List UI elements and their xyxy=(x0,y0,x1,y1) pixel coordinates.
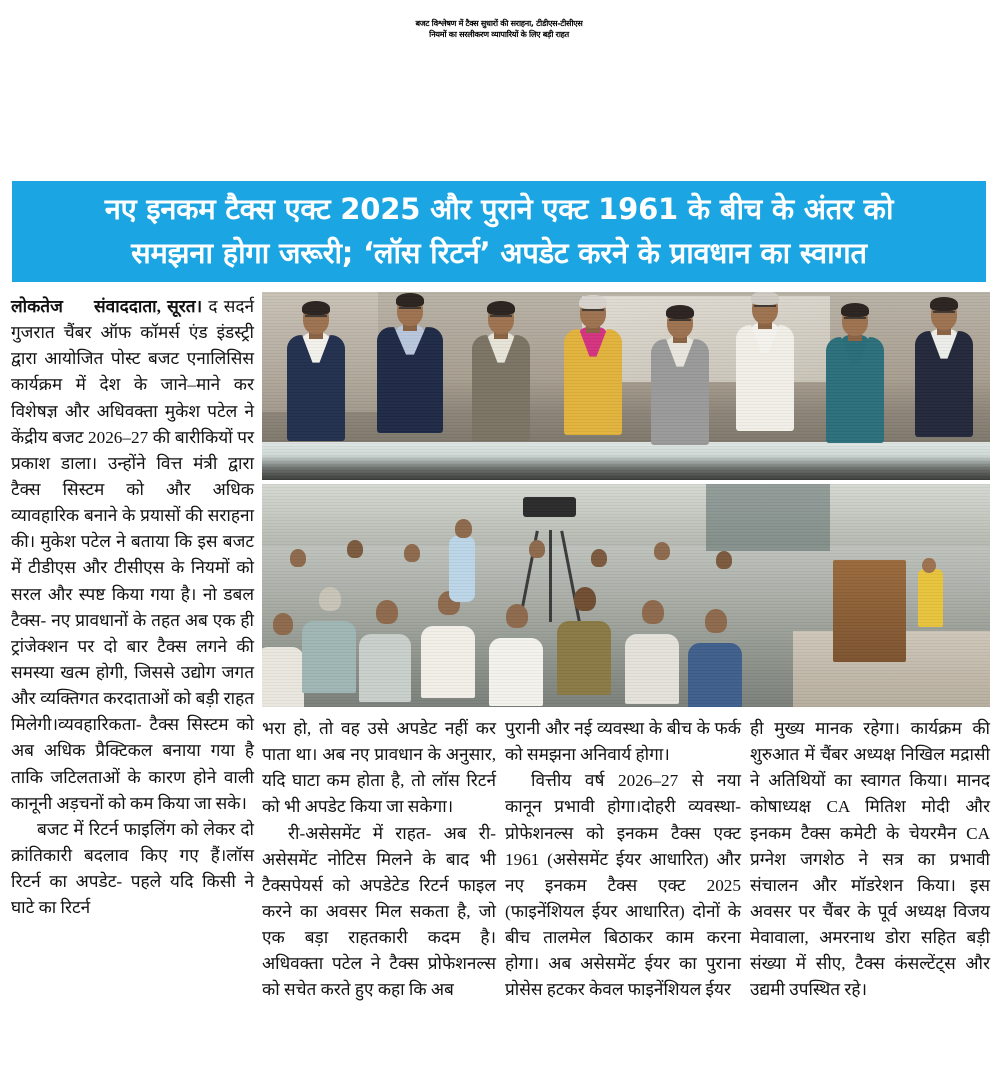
audience-head xyxy=(273,613,293,635)
col4-para-1: ही मुख्य मानक रहेगा। कार्यक्रम की शुरुआत में चैंबर अध्यक्ष निखिल मद्रासी ने अतिथियों का स्वागत किया। मानद कोषाध्यक्ष CA मितिश मोदी और इनकम टैक्स कमेटी के चेयरमैन CA प्रग्नेश जगशेठ ने सत्र का प्रभावी संचालन और मॉडरेशन किया। इस अवसर पर चैंबर के पूर्व अध्यक्ष विजय मेवावाला, अमरनाथ डोरा सहित बड़ी संख्या में सीए, टैक्स कंसल्टेंट्स और उद्यमी उपस्थित रहे। xyxy=(750,719,990,1000)
audience-head xyxy=(319,587,341,611)
glasses xyxy=(399,307,421,314)
audience-head xyxy=(591,549,607,567)
audience-torso xyxy=(557,621,611,695)
audience-torso xyxy=(262,647,304,707)
dignitary-3 xyxy=(468,303,534,463)
glasses xyxy=(754,305,776,312)
hair xyxy=(930,297,958,311)
audience-head xyxy=(376,600,398,624)
glasses xyxy=(933,311,955,318)
col2-para-2: री-असेसमेंट में राहत- अब री-असेसमेंट नोटिस मिलने के बाद भी टैक्सपेयर्स को अपडेटेड रिटर्न फाइल करने का अवसर मिल सकता है, जो एक बड़ा राहतकारी कदम है। अधिवक्ता पटेल ने टैक्स प्रोफेशनल्स को सचेत करते हुए कहा कि अब xyxy=(262,823,496,1000)
headline xyxy=(0,18,998,41)
dignitary-7 xyxy=(822,305,888,463)
audience-torso xyxy=(359,634,411,702)
audience-head xyxy=(574,587,596,611)
speaker-body xyxy=(918,569,943,627)
byline-paragraph xyxy=(11,294,254,817)
byline-city: सूरत। xyxy=(167,297,203,316)
subheading-line-1: नए इनकम टैक्स एक्ट 2025 और पुराने एक्ट 1961 के बीच के अंतर को xyxy=(104,192,894,226)
hair xyxy=(666,305,694,319)
byline-agency: लोकतेज xyxy=(11,297,63,316)
col1-para-1: द सदर्न गुजरात चैंबर ऑफ कॉमर्स एंड इंडस्ट्री द्वारा आयोजित पोस्ट बजट एनालिसिस कार्यक्रम में देश के जाने–माने कर विशेषज्ञ और अधिवक्ता मुकेश पटेल ने केंद्रीय बजट 2026–27 की बारीकियों पर प्रकाश डाला। उन्होंने वित्त मंत्री द्वारा टैक्स सिस्टम को और अधिक व्यावहारिक बनाने के प्रयासों की सराहना की। मुकेश पटेल ने बताया कि इस बजट में टीडीएस और टीसीएस के नियमों को सरल और स्पष्ट किया गया है। नो डबल टैक्स- नए प्रावधानों के तहत अब एक ही ट्रांजेक्शन पर दो बार टैक्स लगने की समस्या खत्म होगी, जिससे उद्योग जगत और व्यक्तिगत करदाताओं को बड़ी राहत मिलेगी।व्यवहारिकता- टैक्स सिस्टम को अब अधिक प्रैक्टिकल बनाया गया है ताकि जटिलताओं के कारण होने वाली कानूनी अड़चनों को कम किया जा सके। xyxy=(11,297,255,813)
audience-head xyxy=(654,542,670,560)
audience-head xyxy=(290,549,306,567)
text-column-1 xyxy=(11,294,254,1067)
auditorium-background xyxy=(262,484,990,707)
audience-head xyxy=(705,609,727,633)
audience-head xyxy=(642,600,664,624)
audience-photo xyxy=(262,484,990,707)
glasses xyxy=(582,309,604,316)
hair xyxy=(579,295,607,309)
article-body xyxy=(0,292,998,1067)
dignitary-6 xyxy=(730,293,800,463)
dignitary-5 xyxy=(648,307,712,463)
audience-torso xyxy=(421,626,475,698)
audience-head xyxy=(716,551,732,569)
audience-head xyxy=(506,604,528,628)
glasses xyxy=(490,315,512,322)
audience-head xyxy=(529,540,545,558)
audience-crowd xyxy=(262,493,830,707)
audience-torso xyxy=(302,621,356,693)
col3-para-1: पुरानी और नई व्यवस्था के बीच के फर्क को समझना अनिवार्य होगा। xyxy=(505,719,741,765)
hair xyxy=(841,303,869,317)
podium xyxy=(833,560,906,663)
audience-head xyxy=(347,540,363,558)
dignitary-2 xyxy=(374,295,446,463)
hair xyxy=(751,292,779,305)
col3-para-2: वित्तीय वर्ष 2026–27 से नया कानून प्रभावी होगा।दोहरी व्यवस्था- प्रोफेशनल्स को इनकम टैक्स एक्ट 1961 (असेसमेंट ईयर आधारित) और नए इनकम टैक्स एक्ट 2025 (फाइनेंशियल ईयर आधारित) दोनों के बीच तालमेल बिठाकर काम करना होगा। अब असेसमेंट ईयर का पुराना प्रोसेस हटकर केवल फाइनेंशियल ईयर xyxy=(505,771,741,1000)
group-photo xyxy=(262,292,990,480)
text-column-3 xyxy=(505,716,741,1004)
hair xyxy=(396,293,424,307)
dignitary-1 xyxy=(284,303,348,463)
glasses xyxy=(305,315,327,322)
glasses xyxy=(669,319,691,326)
dignitary-8 xyxy=(910,299,978,463)
hair xyxy=(487,301,515,315)
text-column-4 xyxy=(750,716,990,1004)
text-column-2 xyxy=(262,716,496,1004)
headline-line-2: नियमों का सरलीकरण व्यापारियों के लिए बड़ी राहत xyxy=(429,30,569,40)
photo-block xyxy=(262,292,990,707)
col1-para-2: बजट में रिटर्न फाइलिंग को लेकर दो क्रांतिकारी बदलाव किए गए हैं।लॉस रिटर्न का अपडेट- पहले यदि किसी ने घाटे का रिटर्न xyxy=(11,819,254,918)
byline-role: संवाददाता, xyxy=(94,297,161,316)
audience-torso xyxy=(625,634,679,704)
videographer-head xyxy=(455,519,472,538)
audience-head xyxy=(404,544,420,562)
hair xyxy=(302,301,330,315)
col2-para-1: भरा हो, तो वह उसे अपडेट नहीं कर पाता था। अब नए प्रावधान के अनुसार, यदि घाटा कम होता है, तो लॉस रिटर्न को भी अपडेट किया जा सकेगा। xyxy=(262,719,496,817)
headline-line-1: बजट विश्लेषण में टैक्स सुधारों की सराहना, टीडीएस-टीसीएस xyxy=(415,19,583,28)
subheading-line-2: समझना होगा जरूरी; ‘लॉस रिटर्न’ अपडेट करने के प्रावधान का स्वागत xyxy=(131,235,867,270)
videographer xyxy=(449,536,475,602)
glasses xyxy=(844,317,866,324)
audience-torso xyxy=(489,638,543,706)
audience-torso xyxy=(688,643,742,707)
dignitary-4 xyxy=(558,297,628,463)
subheading-banner xyxy=(12,181,986,282)
